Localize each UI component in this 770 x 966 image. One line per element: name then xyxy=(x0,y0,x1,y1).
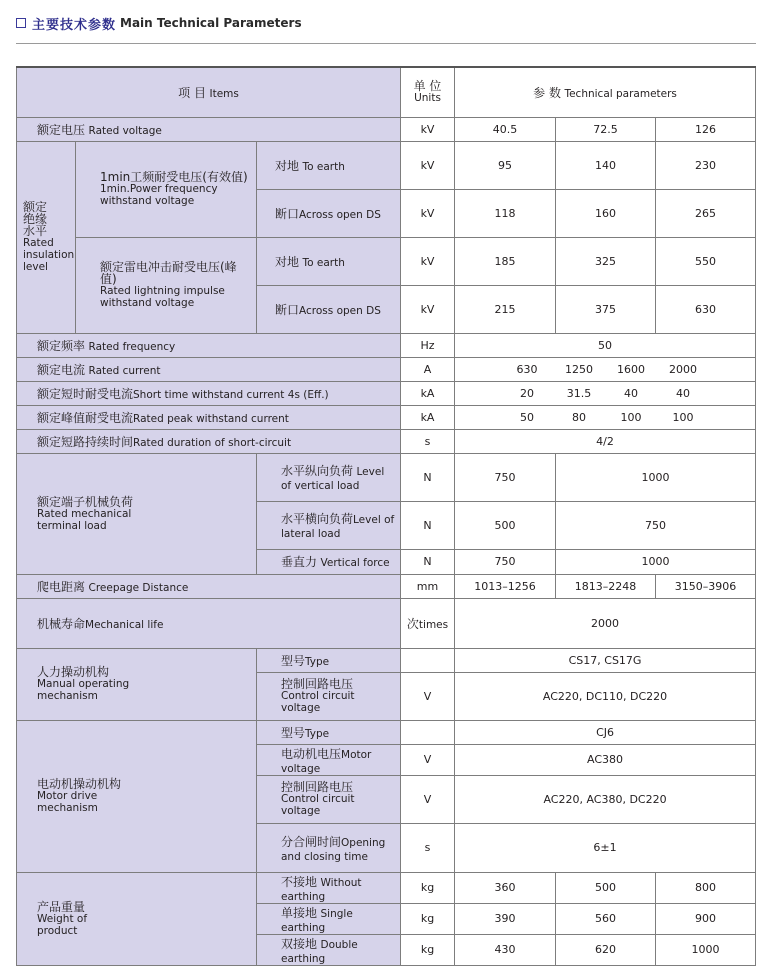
lateral-load-cn: 水平横向负荷 xyxy=(281,512,354,526)
weight-value: 390 xyxy=(455,903,556,934)
weight-unit: kg xyxy=(401,872,455,903)
motor-mechanism-label xyxy=(17,720,257,872)
section-header xyxy=(16,13,302,33)
vertical-force-label xyxy=(257,549,401,574)
insulation-value: 118 xyxy=(455,189,556,237)
rated-voltage-unit: kV xyxy=(401,117,455,141)
vertical-force-en: Vertical force xyxy=(320,557,390,569)
insulation-en: insulation xyxy=(23,249,75,261)
current-values xyxy=(455,357,756,381)
without-earthing-label xyxy=(257,872,401,903)
table-row xyxy=(17,141,756,189)
current-label xyxy=(17,357,401,381)
lightning-impulse-en: withstand voltage xyxy=(100,297,195,309)
current-value: 2000 xyxy=(669,362,698,376)
current-value: 1600 xyxy=(617,362,646,376)
double-earthing-cn: 双接地 xyxy=(281,936,318,951)
vertical-load-label xyxy=(257,453,401,501)
rated-voltage-value: 40.5 xyxy=(455,117,556,141)
single-earthing-label xyxy=(257,903,401,934)
insulation-value: 550 xyxy=(656,237,756,285)
weight-value: 360 xyxy=(455,872,556,903)
rated-voltage-cn: 额定电压 xyxy=(37,122,86,137)
table-row xyxy=(17,357,756,381)
manual-type-cn: 型号 xyxy=(281,653,306,668)
creepage-cn: 爬电距离 xyxy=(37,579,86,594)
lateral-load-en: Level of lateral load xyxy=(281,514,395,540)
short-time-en: Short time withstand current 4s (Eff.) xyxy=(133,388,329,401)
insulation-label xyxy=(17,141,76,333)
motor-ctrl-unit: V xyxy=(401,775,455,823)
manual-mechanism-en: Manual operating xyxy=(37,678,130,690)
short-time-value: 40 xyxy=(624,386,639,400)
short-time-cn: 额定短时耐受电流 xyxy=(37,386,134,401)
mech-life-unit-cn: 次 xyxy=(406,616,419,631)
items-header xyxy=(17,67,401,117)
rated-voltage-label xyxy=(17,117,401,141)
duration-label xyxy=(17,429,401,453)
weight-value: 430 xyxy=(455,934,556,965)
lightning-impulse-cn: 额定雷电冲击耐受电压(峰值) xyxy=(100,260,237,286)
manual-mechanism-cn: 人力操动机构 xyxy=(37,665,110,679)
units-header-en: Units xyxy=(414,92,441,105)
to-earth-en: To earth xyxy=(302,160,345,173)
current-value: 630 xyxy=(516,362,538,376)
opening-time-label xyxy=(257,823,401,872)
mech-life-en: Mechanical life xyxy=(85,618,164,631)
insulation-value: 185 xyxy=(455,237,556,285)
manual-ctrl-cn: 控制回路电压 xyxy=(281,677,354,691)
table-row xyxy=(17,872,756,903)
weight-en: Weight of xyxy=(37,912,88,925)
open-ds-en: Across open DS xyxy=(299,304,381,317)
to-earth-en: To earth xyxy=(302,256,345,269)
creepage-en: Creepage Distance xyxy=(88,581,189,594)
short-time-value: 40 xyxy=(676,386,691,400)
insulation-value: 630 xyxy=(656,285,756,333)
lightning-impulse-en: Rated lightning impulse xyxy=(100,285,225,297)
motor-voltage-unit: V xyxy=(401,744,455,775)
insulation-unit: kV xyxy=(401,237,455,285)
open-ds-cn: 断口 xyxy=(275,206,300,221)
table-row xyxy=(17,574,756,598)
vertical-load-en: Level of vertical load xyxy=(281,466,385,492)
weight-value: 500 xyxy=(556,872,656,903)
manual-type-unit xyxy=(401,648,455,672)
items-header-cn: 项 目 xyxy=(178,85,206,100)
open-ds-en: Across open DS xyxy=(299,208,381,221)
vertical-load-value: 1000 xyxy=(556,453,756,501)
insulation-cn: 绝缘 xyxy=(23,212,48,226)
short-time-label xyxy=(17,381,401,405)
short-time-unit: kA xyxy=(401,381,455,405)
weight-unit: kg xyxy=(401,934,455,965)
current-unit: A xyxy=(401,357,455,381)
table-row xyxy=(17,405,756,429)
frequency-value: 50 xyxy=(455,333,756,357)
duration-unit: s xyxy=(401,429,455,453)
header-divider xyxy=(16,43,756,44)
terminal-load-cn: 额定端子机械负荷 xyxy=(37,494,134,509)
table-row xyxy=(17,720,756,744)
motor-mechanism-en: Motor drive xyxy=(37,790,98,802)
rated-voltage-en: Rated voltage xyxy=(88,124,162,137)
frequency-label xyxy=(17,333,401,357)
vertical-force-value: 750 xyxy=(455,549,556,574)
insulation-en: level xyxy=(23,261,48,273)
peak-value: 50 xyxy=(520,410,535,424)
peak-unit: kA xyxy=(401,405,455,429)
vertical-force-unit: N xyxy=(401,549,455,574)
weight-value: 620 xyxy=(556,934,656,965)
opening-time-cn: 分合闸时间 xyxy=(281,834,342,849)
creepage-label xyxy=(17,574,401,598)
peak-en: Rated peak withstand current xyxy=(133,412,289,425)
double-earthing-label xyxy=(257,934,401,965)
insulation-unit: kV xyxy=(401,189,455,237)
manual-ctrl-en: Control circuit voltage xyxy=(281,690,355,714)
short-time-values xyxy=(455,381,756,405)
mech-life-unit xyxy=(401,598,455,648)
peak-label xyxy=(17,405,401,429)
manual-mechanism-label xyxy=(17,648,257,720)
manual-mechanism-en: mechanism xyxy=(37,690,98,702)
weight-cn: 产品重量 xyxy=(37,899,86,914)
manual-type-value: CS17, CS17G xyxy=(455,648,756,672)
mech-life-label xyxy=(17,598,401,648)
table-row xyxy=(17,429,756,453)
insulation-value: 160 xyxy=(556,189,656,237)
without-earthing-en: Without earthing xyxy=(281,876,362,903)
rated-voltage-value: 126 xyxy=(656,117,756,141)
duration-en: Rated duration of short-circuit xyxy=(133,436,292,449)
vertical-load-cn: 水平纵向负荷 xyxy=(281,464,354,478)
weight-unit: kg xyxy=(401,903,455,934)
motor-mechanism-en: mechanism xyxy=(37,802,98,814)
motor-mechanism-cn: 电动机操动机构 xyxy=(37,777,122,791)
short-time-value: 31.5 xyxy=(566,386,592,400)
opening-time-value: 6±1 xyxy=(455,823,756,872)
motor-type-label xyxy=(257,720,401,744)
peak-value: 100 xyxy=(672,410,694,424)
to-earth-cn: 对地 xyxy=(275,158,300,173)
motor-type-cn: 型号 xyxy=(281,725,306,740)
motor-ctrl-value: AC220, AC380, DC220 xyxy=(455,775,756,823)
section-title-cn: 主要技术参数 xyxy=(32,17,117,33)
lateral-load-label xyxy=(257,501,401,549)
lateral-load-value: 750 xyxy=(556,501,756,549)
params-header-cn: 参 数 xyxy=(533,85,561,100)
power-frequency-label xyxy=(76,141,257,237)
without-earthing-cn: 不接地 xyxy=(281,874,318,889)
peak-values xyxy=(455,405,756,429)
manual-type-label xyxy=(257,648,401,672)
insulation-value: 230 xyxy=(656,141,756,189)
open-ds-label xyxy=(257,189,401,237)
insulation-unit: kV xyxy=(401,141,455,189)
insulation-cn: 额定 xyxy=(23,200,48,214)
opening-time-unit: s xyxy=(401,823,455,872)
table-row xyxy=(17,453,756,501)
technical-parameters-table xyxy=(16,66,756,966)
to-earth-label xyxy=(257,141,401,189)
vertical-load-value: 750 xyxy=(455,453,556,501)
mech-life-value: 2000 xyxy=(455,598,756,648)
opening-time-en: Opening and closing time xyxy=(281,836,386,863)
power-frequency-cn: 1min工频耐受电压(有效值) xyxy=(100,170,248,184)
units-header xyxy=(401,67,455,117)
current-cn: 额定电流 xyxy=(37,362,86,377)
open-ds-label xyxy=(257,285,401,333)
terminal-load-label xyxy=(17,453,257,574)
table-row xyxy=(17,598,756,648)
manual-ctrl-value: AC220, DC110, DC220 xyxy=(455,672,756,720)
frequency-unit: Hz xyxy=(401,333,455,357)
to-earth-label xyxy=(257,237,401,285)
duration-cn: 额定短路持续时间 xyxy=(37,434,134,449)
table-row xyxy=(17,333,756,357)
creepage-value: 1813–2248 xyxy=(556,574,656,598)
creepage-value: 1013–1256 xyxy=(455,574,556,598)
duration-value: 4/2 xyxy=(455,429,756,453)
weight-value: 800 xyxy=(656,872,756,903)
peak-value: 100 xyxy=(620,410,642,424)
frequency-cn: 额定频率 xyxy=(37,338,86,353)
short-time-value: 20 xyxy=(520,386,535,400)
motor-voltage-cn: 电动机电压 xyxy=(281,746,342,761)
lateral-load-unit: N xyxy=(401,501,455,549)
table-row xyxy=(17,648,756,672)
motor-voltage-label xyxy=(257,744,401,775)
insulation-cn: 水平 xyxy=(23,224,48,238)
current-en: Rated current xyxy=(88,364,161,377)
vertical-force-value: 1000 xyxy=(556,549,756,574)
terminal-load-en: Rated mechanical xyxy=(37,507,132,520)
insulation-value: 95 xyxy=(455,141,556,189)
weight-en: product xyxy=(37,924,78,937)
square-icon xyxy=(16,18,26,28)
weight-value: 560 xyxy=(556,903,656,934)
motor-type-value: CJ6 xyxy=(455,720,756,744)
manual-ctrl-unit: V xyxy=(401,672,455,720)
manual-ctrl-label xyxy=(257,672,401,720)
peak-cn: 额定峰值耐受电流 xyxy=(37,410,134,425)
frequency-en: Rated frequency xyxy=(88,340,176,353)
manual-type-en: Type xyxy=(305,655,330,668)
mech-life-cn: 机械寿命 xyxy=(37,616,86,631)
table-row xyxy=(17,237,756,285)
insulation-value: 325 xyxy=(556,237,656,285)
table-row xyxy=(17,381,756,405)
params-header xyxy=(455,67,756,117)
insulation-unit: kV xyxy=(401,285,455,333)
single-earthing-en: Single earthing xyxy=(281,907,353,934)
weight-value: 1000 xyxy=(656,934,756,965)
table-row xyxy=(17,117,756,141)
vertical-load-unit: N xyxy=(401,453,455,501)
motor-voltage-en: Motor voltage xyxy=(281,748,372,775)
rated-voltage-value: 72.5 xyxy=(556,117,656,141)
params-header-en: Technical parameters xyxy=(564,87,677,100)
section-title-en: Main Technical Parameters xyxy=(120,16,302,30)
current-value: 1250 xyxy=(565,362,594,376)
creepage-unit: mm xyxy=(401,574,455,598)
peak-value: 80 xyxy=(572,410,587,424)
motor-voltage-value: AC380 xyxy=(455,744,756,775)
to-earth-cn: 对地 xyxy=(275,254,300,269)
motor-type-unit xyxy=(401,720,455,744)
mech-life-unit-en: times xyxy=(418,618,449,631)
insulation-value: 375 xyxy=(556,285,656,333)
power-frequency-en: 1min.Power frequency xyxy=(100,183,218,195)
vertical-force-cn: 垂直力 xyxy=(281,555,318,569)
units-header-cn: 单 位 xyxy=(413,79,442,94)
motor-ctrl-cn: 控制回路电压 xyxy=(281,780,354,794)
power-frequency-en: withstand voltage xyxy=(100,195,195,207)
terminal-load-en: terminal load xyxy=(37,519,107,532)
lightning-impulse-label xyxy=(76,237,257,333)
motor-ctrl-label xyxy=(257,775,401,823)
items-header-en: Items xyxy=(209,87,239,100)
table-header-row xyxy=(17,67,756,117)
motor-ctrl-en: Control circuit voltage xyxy=(281,793,355,817)
single-earthing-cn: 单接地 xyxy=(281,905,318,920)
motor-type-en: Type xyxy=(305,727,330,740)
insulation-value: 265 xyxy=(656,189,756,237)
creepage-value: 3150–3906 xyxy=(656,574,756,598)
insulation-en: Rated xyxy=(23,237,54,249)
open-ds-cn: 断口 xyxy=(275,302,300,317)
insulation-value: 140 xyxy=(556,141,656,189)
weight-value: 900 xyxy=(656,903,756,934)
lateral-load-value: 500 xyxy=(455,501,556,549)
double-earthing-en: Double earthing xyxy=(281,938,358,965)
insulation-value: 215 xyxy=(455,285,556,333)
weight-label xyxy=(17,872,257,965)
